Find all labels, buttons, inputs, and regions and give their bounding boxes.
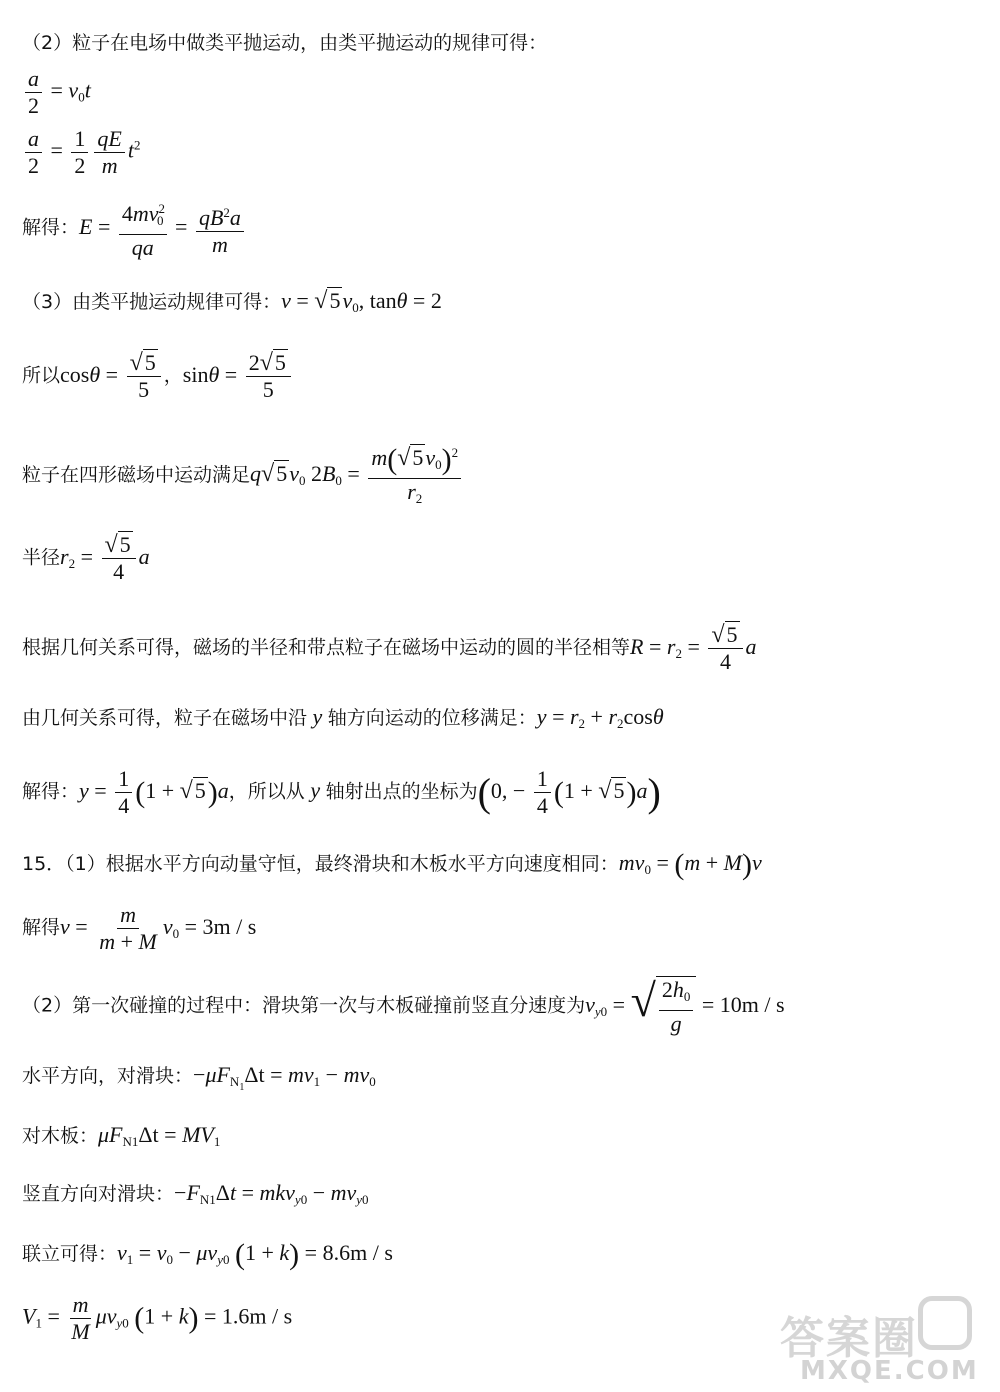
motion-label: 粒子在四形磁场中运动满足 [22, 464, 251, 487]
equation-11: 15．（1）根据水平方向动量守恒，最终滑块和木板水平方向速度相同：$mv_0 = (m + M)v$ [22, 847, 762, 881]
equation-8: 根据几何关系可得，磁场的半径和带点粒子在磁场中运动的圆的半径相等$R = r_2$ = $\frac{√5}{4}$ a [22, 622, 757, 674]
radius-label: 半径 [22, 546, 61, 569]
displacement-label-a: 由几何关系可得，粒子在磁场中沿 [22, 707, 308, 729]
solve-label-3: 解得 [22, 916, 61, 939]
equation-15: 对木板：$\mu F_{N1}\Delta t = MV_1$ [22, 1122, 221, 1149]
text-line-1: （2）粒子在电场中做类平抛运动，由类平抛运动的规律可得： [22, 32, 548, 54]
collision-label: （2）第一次碰撞的过程中：滑块第一次与木板碰撞前竖直分速度为 [22, 994, 586, 1017]
equation-12: 解得v = $\frac{m}{m + M}$ $v_0 = 3m / s$ [22, 902, 257, 954]
equation-14: 水平方向，对滑块：$-\mu F_{N_1}\Delta t = mv_1 - mv_0$ [22, 1062, 376, 1093]
combined-label: 联立可得： [22, 1243, 118, 1265]
equation-1: $\frac{a}{2}$ = $v_0t$ [22, 66, 91, 119]
problem-15-label: 15．（1）根据水平方向动量守恒，最终滑块和木板水平方向速度相同： [22, 853, 619, 875]
equation-9: 由几何关系可得，粒子在磁场中沿 y 轴方向运动的位移满足：$y = r_2 + r_2\cos\theta$ [22, 704, 664, 731]
geometry-label: 根据几何关系可得，磁场的半径和带点粒子在磁场中运动的圆的半径相等 [22, 636, 631, 659]
equation-16: 竖直方向对滑块：$-F_{N1}\Delta t = mkv_{y0} - mv_{y0}$ [22, 1180, 369, 1207]
equation-18: $V_1$ = $\frac{m}{M}$ $\mu v_{y0}$ (1 + k) = 1.6m / s [22, 1292, 293, 1344]
solve-label-2: 解得： [22, 780, 80, 803]
equation-5: 所以cosθ = $\frac{√5}{5}$ ，sinθ = $\frac{2√5}{5}$ [22, 350, 294, 403]
solve-label: 解得： [22, 216, 80, 239]
board-label: 对木板： [22, 1125, 99, 1147]
horizontal-label: 水平方向，对滑块： [22, 1065, 194, 1087]
watermark-badge-icon [918, 1296, 972, 1350]
vertical-label: 竖直方向对滑块： [22, 1183, 175, 1205]
displacement-label-b: 轴方向运动的位移满足： [327, 707, 537, 729]
equation-7: 半径$r_2$ = $\frac{√5}{4}$ a [22, 532, 150, 584]
V1-result: 1.6m / s [221, 1303, 293, 1329]
vertical-speed-result: 10m / s [719, 991, 785, 1017]
equation-2: $\frac{a}{2}$ = $\frac{1}{2}$ $\frac{qE}{m}$ $t^2$ [22, 126, 141, 179]
exit-label-a: ，所以从 [228, 780, 305, 803]
equation-10: 解得：y = $\frac{1}{4}$ (1 + √5)a，所以从 y 轴射出点的坐标为(0, − $\frac{1}{4}$ (1 + √5)a) [22, 766, 661, 818]
so-label: 所以 [22, 364, 61, 387]
watermark-bottom-text: MXQE.COM [800, 1356, 979, 1386]
equation-13: （2）第一次碰撞的过程中：滑块第一次与木板碰撞前竖直分速度为$v_{y0}$ = √ $\frac{2h_0}{g}$ = 10m / s [22, 975, 785, 1036]
watermark-top-text: 答案圈 [780, 1313, 918, 1364]
v1-result: 8.6m / s [322, 1240, 393, 1265]
section-3-label: （3）由类平抛运动规律可得： [22, 291, 282, 313]
equation-4: （3）由类平抛运动规律可得：$v = √5v_0$, tanθ = 2 [22, 288, 442, 315]
watermark [780, 1296, 980, 1386]
equation-17: 联立可得：$v_1 = v_0 - \mu v_{y0}$ (1 + k) = 8.6m / s [22, 1237, 393, 1271]
equation-6: 粒子在四形磁场中运动满足$q√5v_0$ $2B_0$ = $\frac{m(√5v_0)^2}{r_2}$ [22, 440, 464, 512]
comma-sep: ， [163, 364, 183, 387]
velocity-result: 3m / s [202, 913, 257, 939]
exit-label-b: 轴射出点的坐标为 [325, 780, 478, 803]
equation-3: 解得：E = $\frac{4mv^2_0}{qa}$ = $\frac{qB^2a}{m}$ [22, 196, 247, 261]
